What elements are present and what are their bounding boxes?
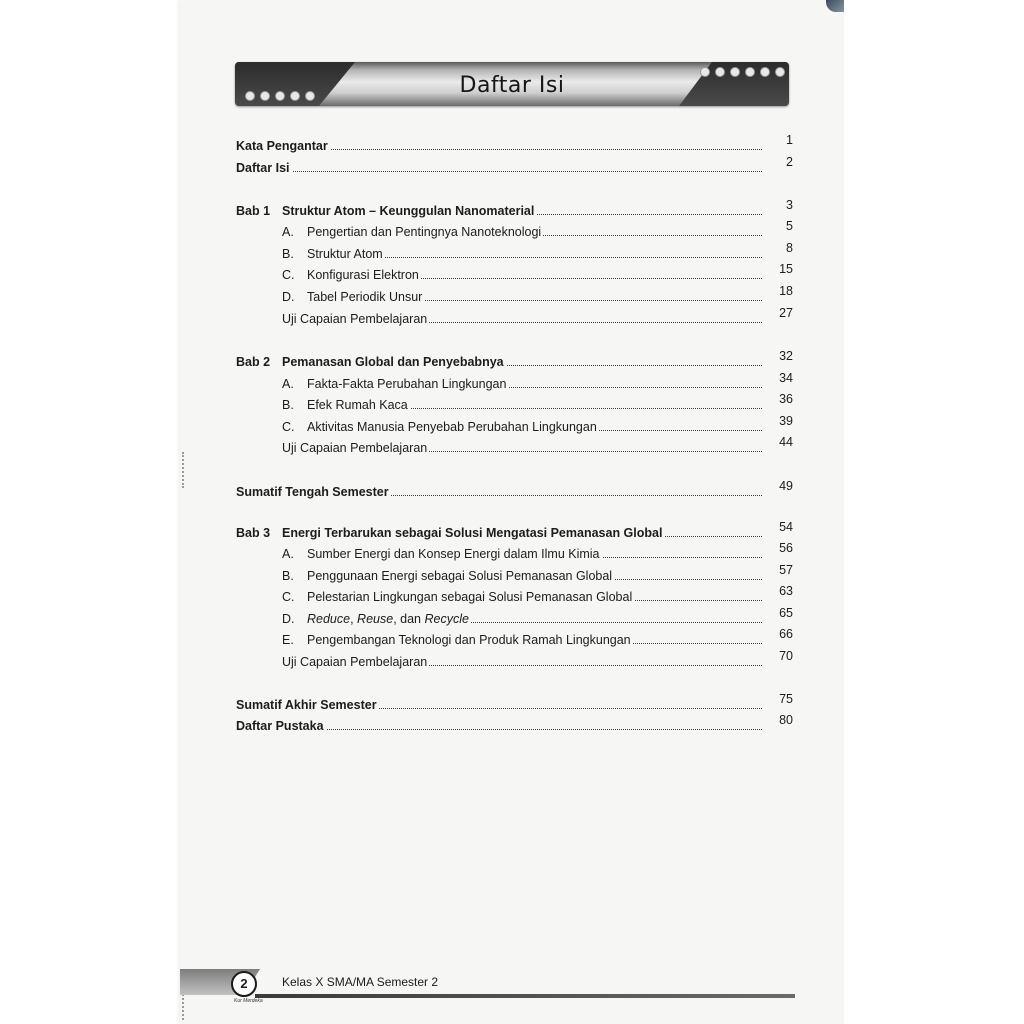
toc-entry-sumatif-akhir[interactable] [0,692,1024,717]
subentry-label: Pelestarian Lingkungan sebagai Solusi Pemanasan Global [307,590,633,604]
toc-entry-label: Kata Pengantar [236,139,328,153]
chapter-prefix: Bab 1 [236,204,271,218]
toc-subentry[interactable] [0,627,1024,652]
toc-subentry[interactable] [0,563,1024,588]
subentry-label: Aktivitas Manusia Penyebab Perubahan Lingkungan [307,420,597,434]
footer-running-title: Kelas X SMA/MA Semester 2 [282,975,439,989]
toc-subentry[interactable] [0,584,1024,609]
toc-entry-label: Daftar Pustaka [236,719,324,733]
toc-page-number: 34 [779,371,793,385]
subentry-letter: E. [282,633,294,647]
subentry-letter: B. [282,398,294,412]
chapter-prefix: Bab 3 [236,526,271,540]
subentry-label: Fakta-Fakta Perubahan Lingkungan [307,377,507,391]
toc-page-number: 2 [786,155,793,169]
toc-entry-kata-pengantar[interactable] [0,133,1024,158]
subentry-letter: A. [282,547,294,561]
footer-page-number: 2 [231,971,257,997]
toc-uji-capaian[interactable] [0,306,1024,331]
toc-page-number: 70 [779,649,793,663]
subentry-letter: A. [282,377,294,391]
toc-page-number: 63 [779,584,793,598]
uji-label: Uji Capaian Pembelajaran [282,655,428,669]
toc-page-number: 3 [786,198,793,212]
subentry-letter: C. [282,420,295,434]
toc-page-number: 27 [779,306,793,320]
toc-entry-label: Sumatif Tengah Semester [236,485,389,499]
subentry-label: Konfigurasi Elektron [307,268,419,282]
subentry-label-reduce-reuse-recycle [307,611,471,627]
chapter-title: Struktur Atom – Keunggulan Nanomaterial [282,204,535,218]
subentry-letter: B. [282,569,294,583]
label-part: Reduce [307,612,351,626]
subentry-letter: C. [282,268,295,282]
toc-page-number: 32 [779,349,793,363]
toc-page-number: 49 [779,479,793,493]
toc-entry-daftar-isi[interactable] [0,155,1024,180]
chapter-title: Pemanasan Global dan Penyebabnya [282,355,504,369]
label-part: Reuse [357,612,394,626]
label-part: Recycle [424,612,469,626]
toc-page-number: 80 [779,713,793,727]
subentry-label: Pengertian dan Pentingnya Nanoteknologi [307,225,542,239]
toc-page-number: 65 [779,606,793,620]
toc-uji-capaian[interactable] [0,435,1024,460]
toc-page-number: 44 [779,435,793,449]
toc-subentry[interactable] [0,284,1024,309]
toc-subentry[interactable] [0,606,1024,631]
uji-label: Uji Capaian Pembelajaran [282,312,428,326]
subentry-letter: B. [282,247,294,261]
chapter-prefix: Bab 2 [236,355,271,369]
toc-page-number: 18 [779,284,793,298]
toc-entry-sumatif-tengah[interactable] [0,479,1024,504]
subentry-letter: D. [282,612,295,626]
toc-uji-capaian[interactable] [0,649,1024,674]
subentry-label: Penggunaan Energi sebagai Solusi Pemanasan Global [307,569,613,583]
subentry-label: Efek Rumah Kaca [307,398,408,412]
footer-brand: Kur Merdeka [234,998,263,1004]
toc-page-number: 56 [779,541,793,555]
toc-page-number: 57 [779,563,793,577]
toc-chapter-bab-3[interactable] [0,520,1024,545]
toc-subentry[interactable] [0,392,1024,417]
toc-entry-label: Sumatif Akhir Semester [236,698,377,712]
toc-entry-daftar-pustaka[interactable] [0,713,1024,738]
toc-page-number: 15 [779,262,793,276]
uji-label: Uji Capaian Pembelajaran [282,441,428,455]
toc-entry-label: Daftar Isi [236,161,290,175]
toc-subentry[interactable] [0,241,1024,266]
toc-page-number: 66 [779,627,793,641]
toc-subentry[interactable] [0,414,1024,439]
toc-subentry[interactable] [0,219,1024,244]
label-part: , dan [393,612,425,626]
subentry-letter: C. [282,590,295,604]
toc-page-number: 5 [786,219,793,233]
subentry-letter: A. [282,225,294,239]
subentry-label: Struktur Atom [307,247,383,261]
toc-subentry[interactable] [0,541,1024,566]
toc-chapter-bab-2[interactable] [0,349,1024,374]
toc-subentry[interactable] [0,262,1024,287]
toc-page-number: 75 [779,692,793,706]
toc-page-number: 1 [786,133,793,147]
subentry-label: Pengembangan Teknologi dan Produk Ramah Lingkungan [307,633,631,647]
subentry-letter: D. [282,290,295,304]
page-title: Daftar Isi [459,73,565,98]
toc-subentry[interactable] [0,371,1024,396]
toc-chapter-bab-1[interactable] [0,198,1024,223]
toc-page-number: 54 [779,520,793,534]
toc-page-number: 36 [779,392,793,406]
footer-rule [255,994,795,998]
toc-page-number: 8 [786,241,793,255]
subentry-label: Tabel Periodik Unsur [307,290,423,304]
toc-page-number: 39 [779,414,793,428]
subentry-label: Sumber Energi dan Konsep Energi dalam Ilmu Kimia [307,547,600,561]
chapter-title: Energi Terbarukan sebagai Solusi Mengatasi Pemanasan Global [282,526,663,540]
label-part: , [350,612,358,626]
